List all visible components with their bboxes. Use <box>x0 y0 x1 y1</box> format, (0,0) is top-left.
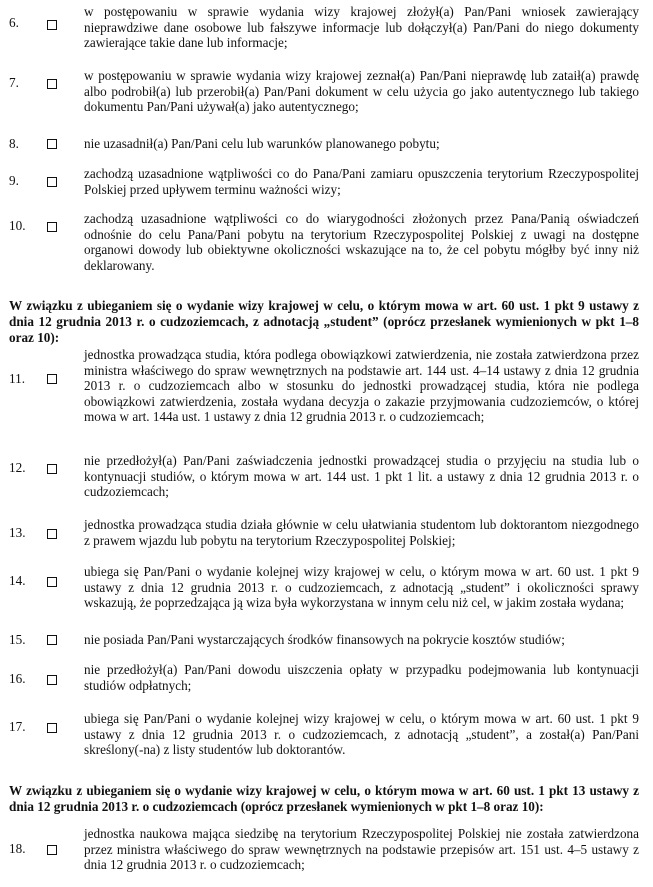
checkbox[interactable] <box>47 374 57 384</box>
section-heading: W związku z ubieganiem się o wydanie wizy krajowej w celu, o którym mowa w art. 60 ust. 1 pkt 13 ustawy z dnia 12 grudnia 2013 r. o cudzoziemcach (oprócz przesłanek wymienionych w pkt 1–8 oraz 10): <box>9 783 639 814</box>
item-number: 10. <box>9 218 26 233</box>
item-text: nie przedłożył(a) Pan/Pani zaświadczenia jednostki prowadzącej studia o przyjęciu na studia lub o kontynuacji studiów, o którym mowa w art. 144 ust. 1 pkt 1 lit. a ustawy z dnia 12 grudnia 2013 r. o cudzoziemcach; <box>84 453 639 499</box>
checkbox[interactable] <box>47 464 57 474</box>
item-number: 13. <box>9 525 26 540</box>
item-number: 12. <box>9 460 26 475</box>
checkbox[interactable] <box>47 139 57 149</box>
item-text: w postępowaniu w sprawie wydania wizy krajowej złożył(a) Pan/Pani wniosek zawierający nieprawdziwe dane osobowe lub fałszywe informacje lub dołączył(a) Pan/Pani do niego dokumenty zawierające takie dane lub informacje; <box>84 4 639 50</box>
section-heading: W związku z ubieganiem się o wydanie wizy krajowej w celu, o którym mowa w art. 60 ust. 1 pkt 9 ustawy z dnia 12 grudnia 2013 r. o cudzoziemcach, z adnotacją „student” (oprócz przesłanek wymienionych w pkt 1–8 oraz 10): <box>9 298 639 345</box>
item-text: nie posiada Pan/Pani wystarczających środków finansowych na pokrycie kosztów studiów; <box>84 632 565 647</box>
item-text: nie przedłożył(a) Pan/Pani dowodu uiszczenia opłaty w przypadku podejmowania lub kontynuacji studiów odpłatnych; <box>84 662 639 693</box>
item-text: ubiega się Pan/Pani o wydanie kolejnej wizy krajowej w celu, o którym mowa w art. 60 ust. 1 pkt 9 ustawy z dnia 12 grudnia 2013 r. o cudzoziemcach, z adnotacją „student”, a został(a) Pan/Pani skreślony(-na) z listy studentów lub doktorantów. <box>84 711 639 757</box>
checkbox[interactable] <box>47 20 57 30</box>
checkbox[interactable] <box>47 635 57 645</box>
checkbox[interactable] <box>47 577 57 587</box>
item-number: 6. <box>9 15 19 30</box>
item-number: 18. <box>9 841 26 856</box>
item-number: 15. <box>9 632 26 647</box>
item-text: zachodzą uzasadnione wątpliwości co do Pana/Pani zamiaru opuszczenia terytorium Rzeczypospolitej Polskiej przed upływem terminu ważności wizy; <box>84 166 639 197</box>
checkbox[interactable] <box>47 529 57 539</box>
item-text: jednostka naukowa mająca siedzibę na terytorium Rzeczypospolitej Polskiej nie została zatwierdzona przez ministra właściwego do spraw wewnętrznych na podstawie przepisów art. 151 ust. 4–5 ustawy z dnia 12 grudnia 2013 r. o cudzoziemcach; <box>84 826 639 872</box>
item-number: 7. <box>9 75 19 90</box>
item-text: jednostka prowadząca studia działa głównie w celu ułatwiania studentom lub doktorantom niezgodnego z prawem wjazdu lub pobytu na terytorium Rzeczypospolitej Polskiej; <box>84 517 639 548</box>
checkbox[interactable] <box>47 177 57 187</box>
checkbox[interactable] <box>47 845 57 855</box>
item-text: ubiega się Pan/Pani o wydanie kolejnej wizy krajowej w celu, o którym mowa w art. 60 ust. 1 pkt 9 ustawy z dnia 12 grudnia 2013 r. o cudzoziemcach, z adnotacją „student” i okoliczności sprawy wskazują, że poprzedzająca ją wiza była wykorzystana w innym celu niż cel, w jakim została wydana; <box>84 564 639 610</box>
checkbox[interactable] <box>47 723 57 733</box>
item-number: 17. <box>9 719 26 734</box>
checkbox[interactable] <box>47 222 57 232</box>
checkbox[interactable] <box>47 79 57 89</box>
item-text: jednostka prowadząca studia, która podlega obowiązkowi zatwierdzenia, nie została zatwierdzona przez ministra właściwego do spraw wewnętrznych na podstawie art. 144 ust. 4–14 ustawy z dnia 12 grudnia 2013 r. o cudzoziemcach albo w stosunku do jednostki prowadzącej studia, która nie podlega obowiązkowi zatwierdzenia, została wydana decyzja o zakazie przyjmowania cudzoziemców, o której mowa w art. 144a ust. 1 ustawy z dnia 12 grudnia 2013 r. o cudzoziemcach; <box>84 347 639 424</box>
item-number: 8. <box>9 136 19 151</box>
item-number: 9. <box>9 173 19 188</box>
checkbox[interactable] <box>47 675 57 685</box>
item-number: 14. <box>9 573 26 588</box>
item-text: w postępowaniu w sprawie wydania wizy krajowej zeznał(a) Pan/Pani nieprawdę lub zataił(a) prawdę albo podrobił(a) lub przerobił(a) Pan/Pani dokument w celu użycia go jako autentycznego lub takiego dokumentu Pan/Pani używał(a) jako autentycznego; <box>84 68 639 114</box>
item-text: zachodzą uzasadnione wątpliwości co do wiarygodności złożonych przez Pana/Panią oświadczeń odnośnie do celu Pana/Pani pobytu na terytorium Rzeczypospolitej Polskiej z uwagi na dostępne organowi dowody lub obiektywne okoliczności wskazujące na to, że cel pobytu mógłby być inny niż deklarowany. <box>84 211 639 273</box>
item-number: 16. <box>9 671 26 686</box>
item-text: nie uzasadnił(a) Pan/Pani celu lub warunków planowanego pobytu; <box>84 136 440 151</box>
item-number: 11. <box>9 371 25 386</box>
